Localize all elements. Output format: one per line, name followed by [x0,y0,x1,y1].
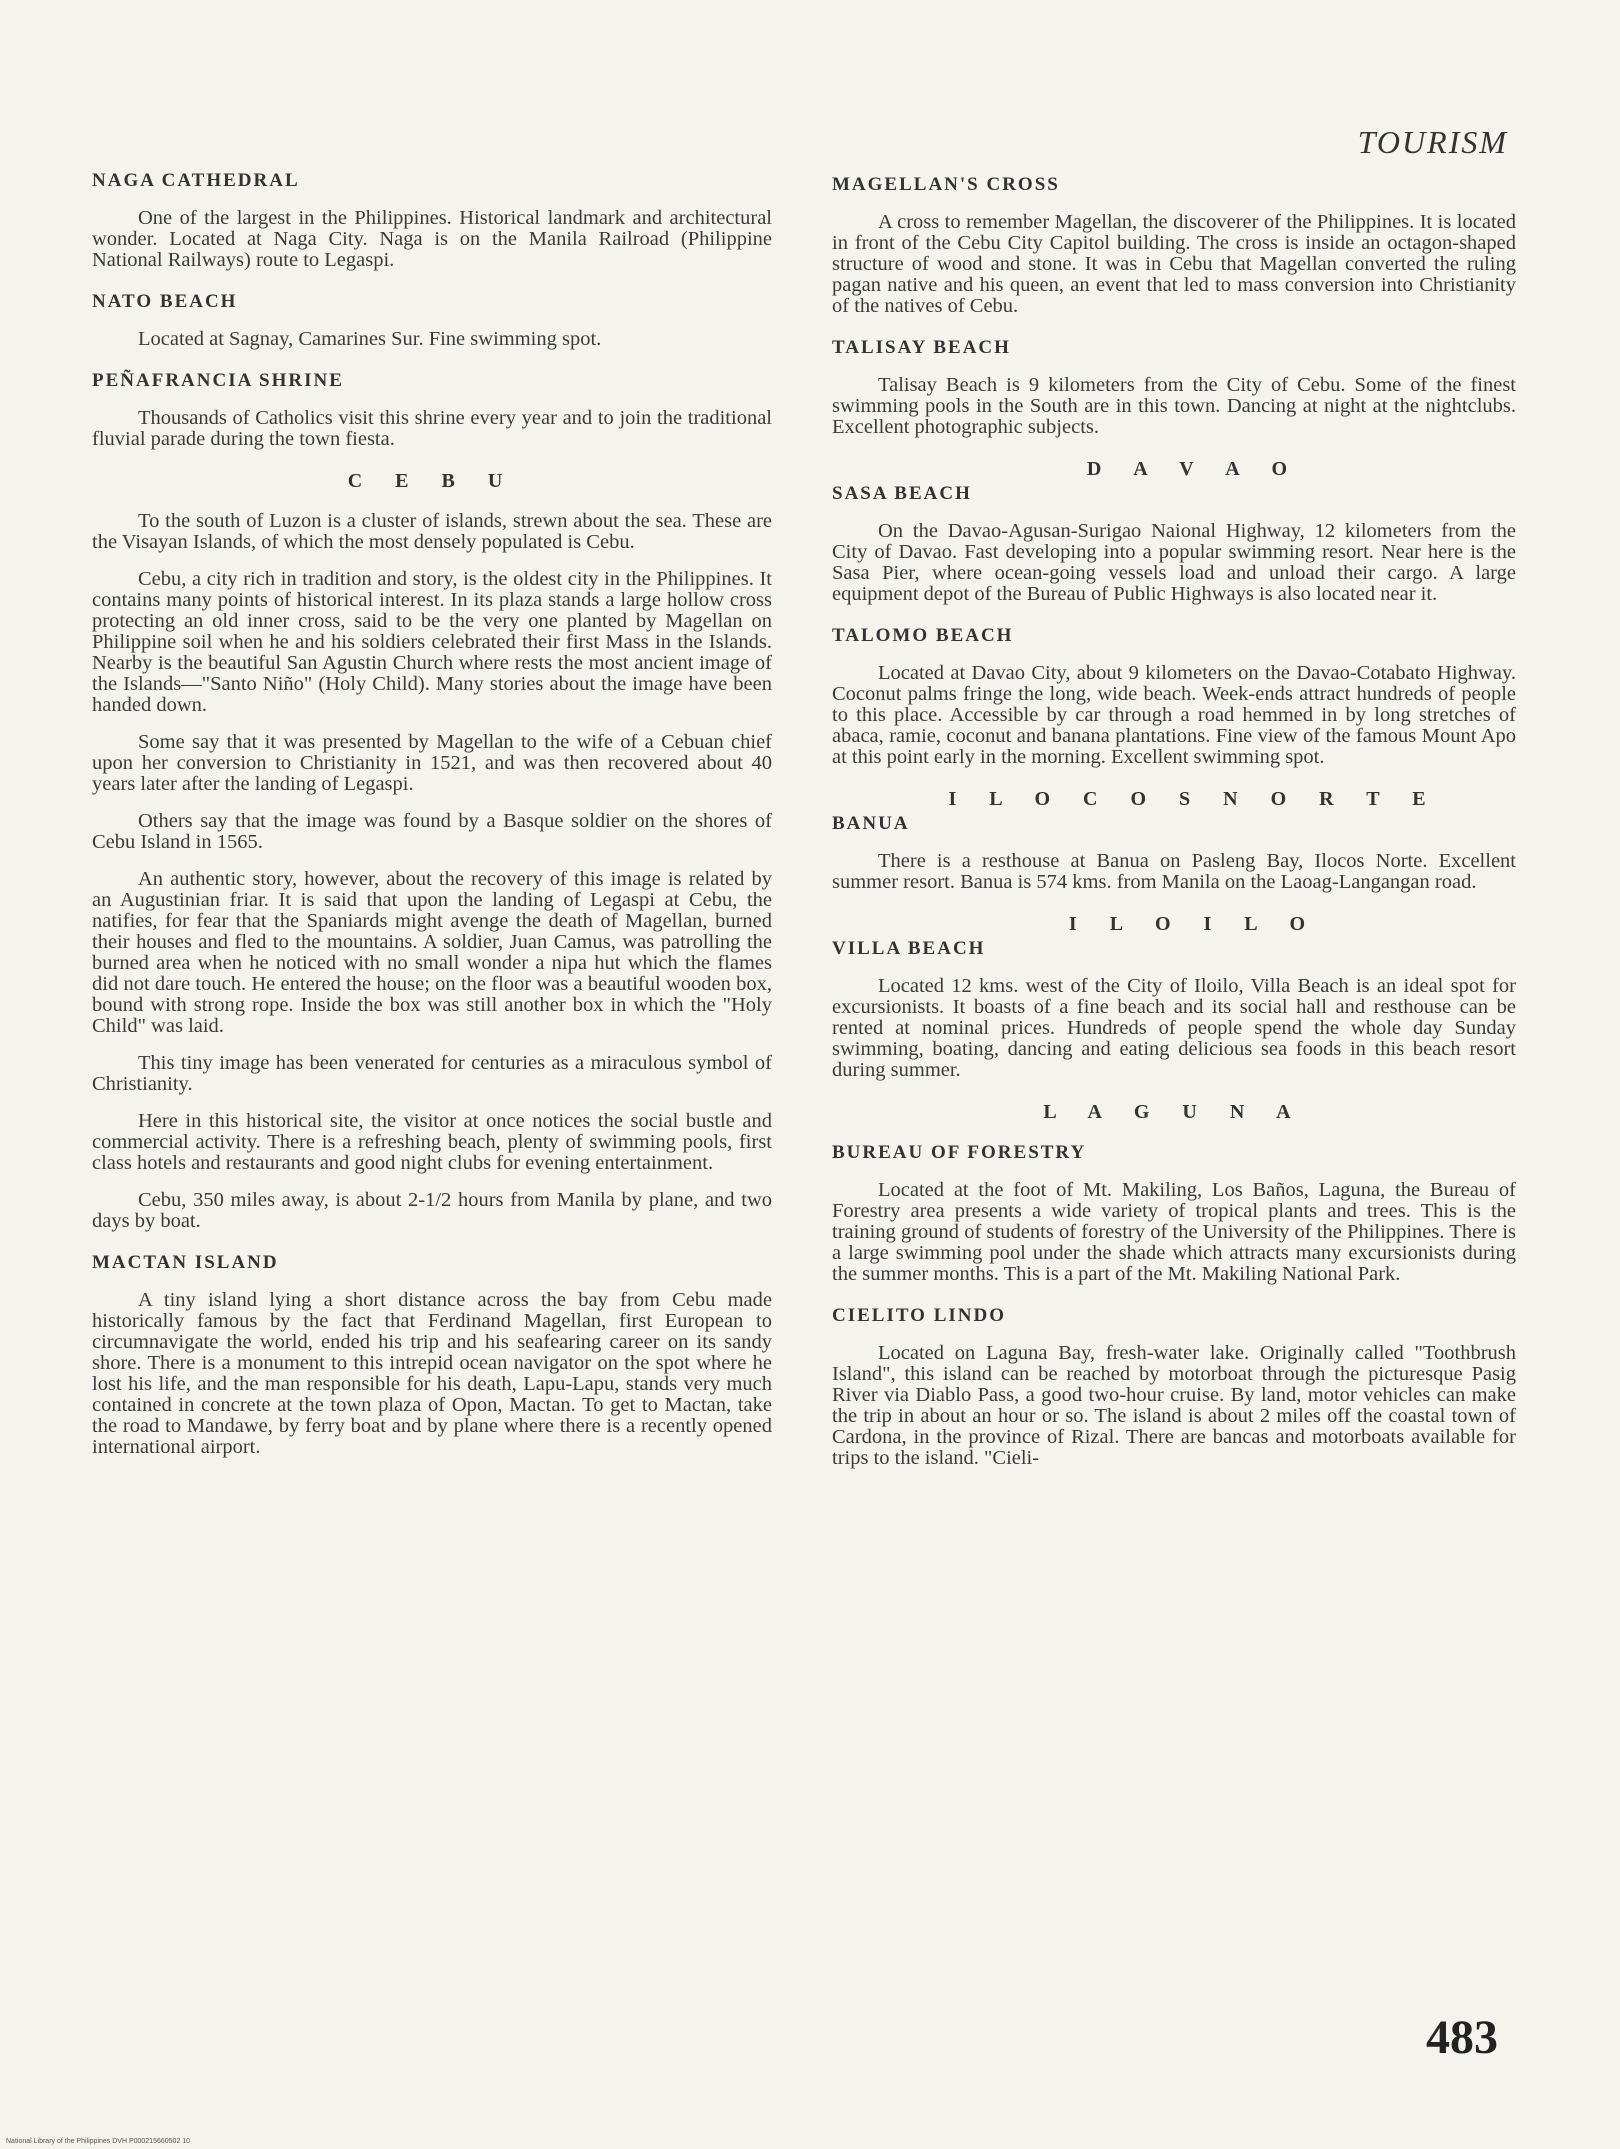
paragraph: One of the largest in the Philippines. Historical landmark and architectural wonder. Located at Naga City. Naga is on the Manila Railroad (Philippine National Railways) route to Legaspi. [92,207,772,271]
paragraph: Located at the foot of Mt. Makiling, Los Baños, Laguna, the Bureau of Forestry area presents a wide variety of tropical plants and trees. This is the training ground of students of forestry of the University of the Philippines. There is a large swimming pool under the shade which attracts many excursionists during the summer months. This is a part of the Mt. Makiling National Park. [832,1179,1516,1285]
paragraph: On the Davao-Agusan-Surigao Naional Highway, 12 kilometers from the City of Davao. Fast developing into a popular swimming resort. Near here is the Sasa Pier, where ocean-going vessels load and unload their cargo. A large equipment depot of the Bureau of Public Highways is also located near it. [832,520,1516,605]
heading-naga-cathedral: NAGA CATHEDRAL [92,170,300,191]
section-cielito-lindo [832,1305,1516,1469]
section-cebu [92,470,772,1232]
paragraph: Located at Sagnay, Camarines Sur. Fine swimming spot. [138,328,602,350]
paragraph: Some say that it was presented by Magellan to the wife of a Cebuan chief upon her conversion to Christianity in 1521, and was then recovered about 40 years later after the landing of Legaspi. [92,731,772,795]
paragraph: Located on Laguna Bay, fresh-water lake. Originally called "Toothbrush Island", this island can be reached by motorboat through the picturesque Pasig River via Diablo Pass, a good two-hour cruise. By land, motor vehicles can make the trip in about an hour or so. The island is about 2 miles off the coastal town of Cardona, in the province of Rizal. There are bancas and motorboats available for trips to the island. "Cieli- [832,1342,1516,1469]
heading-talomo-beach: TALOMO BEACH [832,625,1014,646]
section-talisay-beach [832,337,1516,438]
right-column [832,174,1516,1489]
region-heading-laguna: L A G U N A [1043,1101,1305,1123]
paragraph: Here in this historical site, the visitor at once notices the social bustle and commercial activity. There is a refreshing beach, plenty of swimming pools, first class hotels and restaurants and good night clubs for evening entertainment. [92,1110,772,1174]
paragraph: Thousands of Catholics visit this shrine every year and to join the traditional fluvial parade during the town fiesta. [92,407,772,450]
heading-banua: BANUA [832,813,910,834]
heading-talisay-beach: TALISAY BEACH [832,337,1011,358]
heading-cielito-lindo: CIELITO LINDO [832,1305,1007,1326]
heading-bureau-of-forestry: BUREAU OF FORESTRY [832,1142,1087,1163]
section-nato-beach [92,291,772,350]
section-villa-beach [832,938,1516,1081]
paragraph: Cebu, a city rich in tradition and story, is the oldest city in the Philippines. It contains many points of historical interest. In its plaza stands a large hollow cross protecting an old inner cross, said to be the very one planted by Magellan on Philippine soil when he and his soldiers celebrated their first Mass in the Islands. Nearby is the beautiful San Agustin Church where rests the most ancient image of the Islands—"Santo Niño" (Holy Child). Many stories about the image have been handed down. [92,568,772,716]
page-number: 483 [1426,2011,1498,2064]
paragraph: Talisay Beach is 9 kilometers from the City of Cebu. Some of the finest swimming pools in the South are in this town. Dancing at night at the nightclubs. Excellent photographic subjects. [832,374,1516,438]
left-column [92,170,772,1478]
section-penafrancia-shrine [92,370,772,450]
region-heading-davao: D A V A O [1086,458,1302,480]
paragraph: A cross to remember Magellan, the discoverer of the Philippines. It is located in front of the Cebu City Capitol building. The cross is inside an octagon-shaped structure of wood and stone. It was in Cebu that Magellan converted the ruling pagan native and his queen, an event that led to mass conversion into Christianity of the natives of Cebu. [832,211,1516,317]
section-magellans-cross [832,174,1516,317]
paragraph: There is a resthouse at Banua on Pasleng Bay, Ilocos Norte. Excellent summer resort. Banua is 574 kms. from Manila on the Laoag-Langangan road. [832,850,1516,893]
heading-nato-beach: NATO BEACH [92,291,238,312]
section-mactan-island [92,1252,772,1458]
section-banua [832,813,1516,893]
paragraph: Located 12 kms. west of the City of Iloilo, Villa Beach is an ideal spot for excursionists. It boasts of a fine beach and its social hall and resthouse can be rented at nominal prices. Hundreds of people spend the whole day Sunday swimming, boating, dancing and eating delicious sea foods in this beach resort during summer. [832,975,1516,1081]
heading-mactan-island: MACTAN ISLAND [92,1252,279,1273]
paragraph: An authentic story, however, about the recovery of this image is related by an Augustinian friar. It is said that upon the landing of Legaspi at Cebu, the natifies, for fear that the Spaniards might avenge the death of Magellan, burned their houses and fled to the mountains. A soldier, Juan Camus, was patrolling the burned area when he noticed with no small wonder a nipa hut which the flames did not dare touch. He entered the house; on the floor was a beautiful wooden box, bound with strong rope. Inside the box was still another box in which the "Holy Child" was laid. [92,868,772,1037]
section-bureau-of-forestry [832,1142,1516,1285]
paragraph: This tiny image has been venerated for centuries as a miraculous symbol of Christianity. [92,1052,772,1095]
region-heading-ilocos-norte: I L O C O S N O R T E [948,788,1440,810]
paragraph: Others say that the image was found by a Basque soldier on the shores of Cebu Island in 1565. [92,810,772,853]
heading-magellans-cross: MAGELLAN'S CROSS [832,174,1060,195]
running-head: TOURISM [1357,124,1508,160]
paragraph: A tiny island lying a short distance across the bay from Cebu made historically famous by the fact that Ferdinand Magellan, first European to circumnavigate the world, ended his trip and his seafearing career on its sandy shore. There is a monument to this intrepid ocean navigator on the spot where he lost his life, and the man responsible for his death, Lapu-Lapu, stands very much contained in concrete at the town plaza of Opon, Mactan. To get to Mactan, take the road to Mandawe, by ferry boat and by plane where there is a recently opened international airport. [92,1289,772,1458]
section-naga-cathedral [92,170,772,271]
footer-note: National Library of the Philippines DVH P000215660502 10 [6,2138,191,2145]
region-heading-cebu: C E B U [347,470,517,492]
section-talomo-beach [832,625,1516,768]
region-heading-iloilo: I L O I L O [1068,913,1320,935]
section-sasa-beach [832,483,1516,605]
paragraph: To the south of Luzon is a cluster of islands, strewn about the sea. These are the Visayan Islands, of which the most densely populated is Cebu. [92,510,772,553]
paragraph: Cebu, 350 miles away, is about 2-1/2 hours from Manila by plane, and two days by boat. [92,1189,772,1232]
heading-villa-beach: VILLA BEACH [832,938,986,959]
heading-sasa-beach: SASA BEACH [832,483,972,504]
paragraph: Located at Davao City, about 9 kilometers on the Davao-Cotabato Highway. Coconut palms fringe the long, wide beach. Week-ends attract hundreds of people to this place. Accessible by car through a road hemmed in by long stretches of abaca, ramie, coconut and banana plantations. Fine view of the famous Mount Apo at this point early in the morning. Excellent swimming spot. [832,662,1516,768]
heading-penafrancia-shrine: PEÑAFRANCIA SHRINE [92,370,344,391]
